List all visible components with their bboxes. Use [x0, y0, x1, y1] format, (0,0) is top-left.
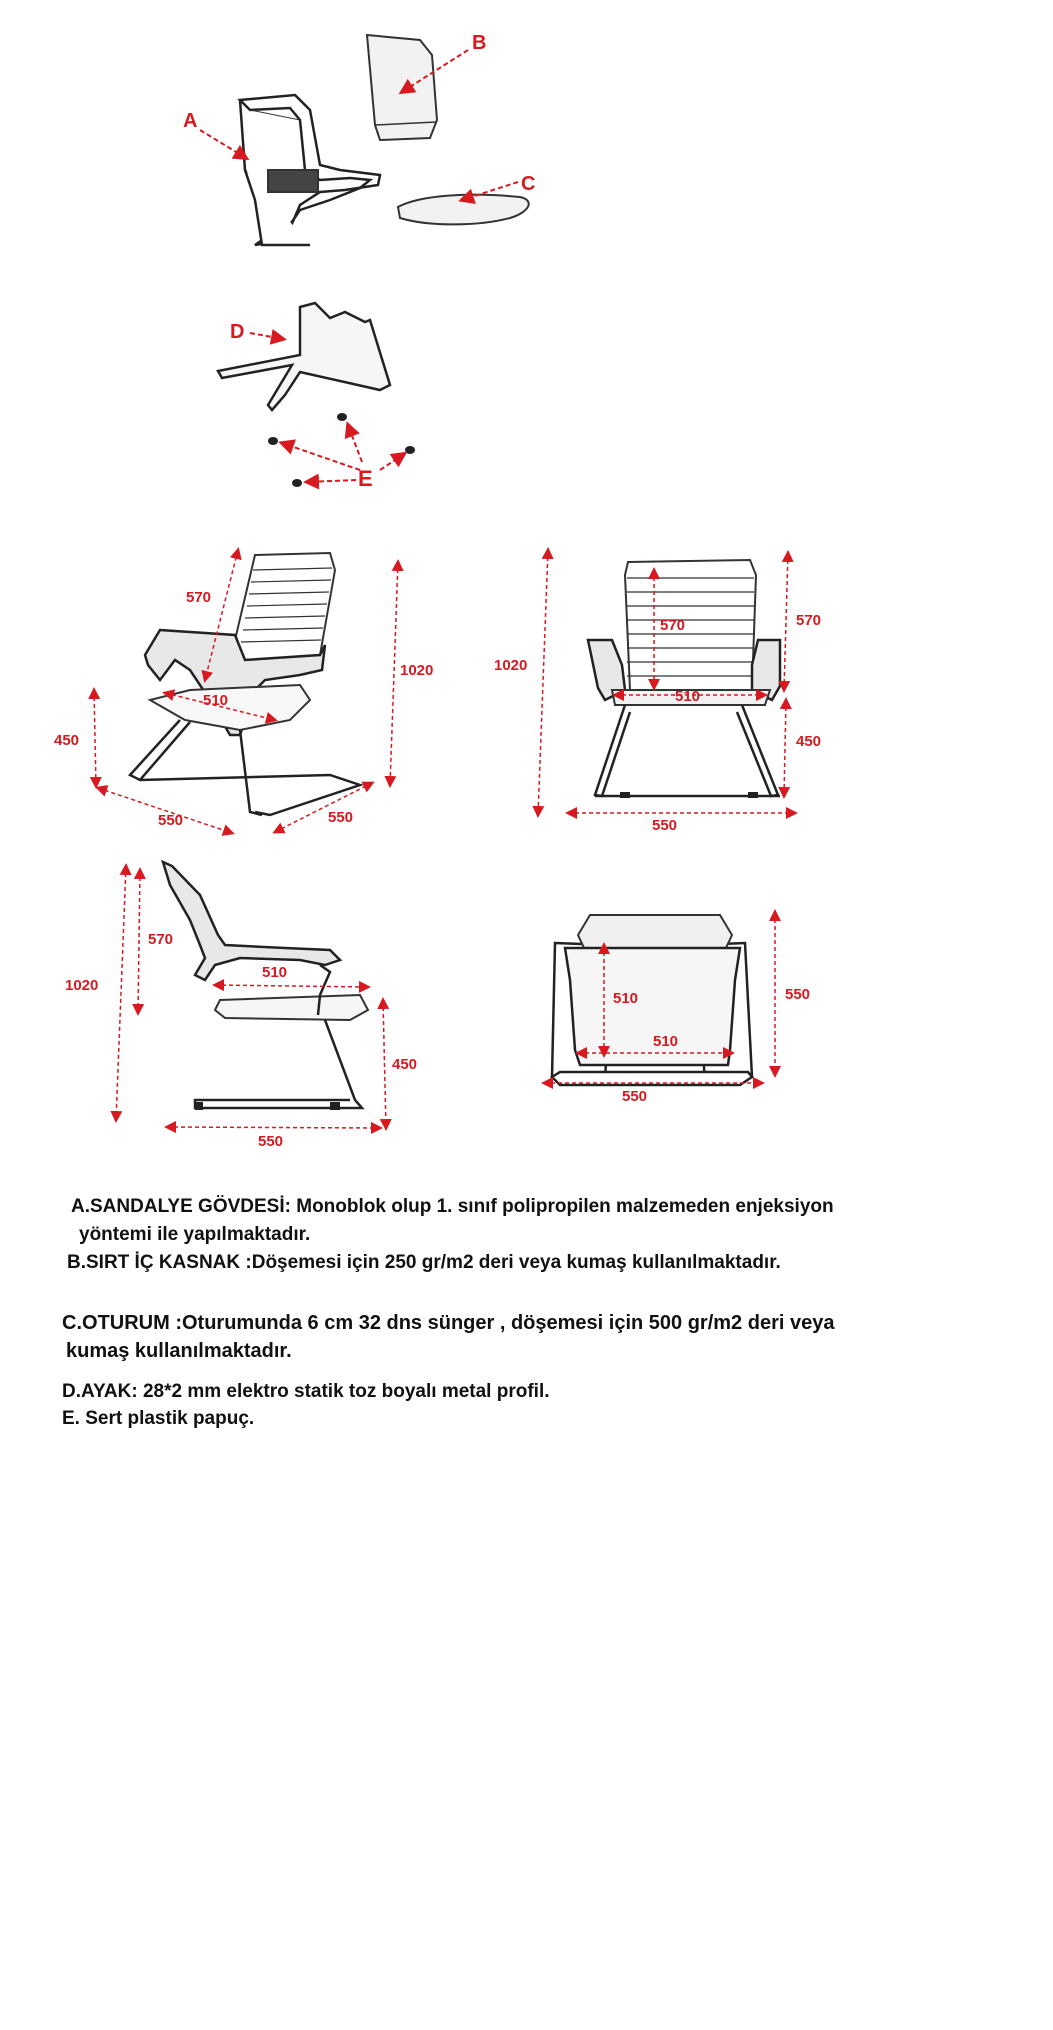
- description-d-text: 28*2 mm elektro statik toz boyalı metal profil.: [137, 1381, 550, 1402]
- description-c-cont: kumaş kullanılmaktadır.: [66, 1340, 292, 1362]
- dim-v1-depth: 550: [158, 812, 184, 829]
- description-b-title: SIRT İÇ KASNAK :: [86, 1252, 252, 1273]
- description-a: [71, 1193, 834, 1249]
- description-b: [67, 1249, 781, 1277]
- view-top: [552, 915, 752, 1085]
- description-d-key: D: [62, 1381, 76, 1402]
- dim-v4-seat-depth: 510: [613, 990, 639, 1007]
- dim-v3-total-height: 1020: [65, 977, 99, 994]
- dim-v3-depth: 550: [258, 1133, 284, 1150]
- exploded-back-frame: [367, 35, 437, 140]
- dim-v2-seat-height: 450: [796, 733, 822, 750]
- view-front: [588, 560, 780, 798]
- description-c-text: Oturumunda 6 cm 32 dns sünger , döşemesi için 500 gr/m2 deri veya: [182, 1312, 835, 1334]
- dim-v2-back-height-outer: 570: [796, 612, 822, 629]
- description-e-key: E.: [62, 1408, 80, 1429]
- dim-v3-seat-depth: 510: [262, 964, 288, 981]
- dim-v3-back-height: 570: [148, 931, 174, 948]
- description-e: [62, 1405, 254, 1433]
- dim-v4-width: 550: [622, 1088, 648, 1105]
- description-c-key: C: [62, 1312, 77, 1334]
- description-a-title: .SANDALYE GÖVDESİ:: [84, 1196, 291, 1217]
- view-perspective: [130, 553, 360, 815]
- exploded-chair-body: [240, 95, 380, 245]
- dim-v2-back-height-inner: 570: [660, 617, 686, 634]
- dim-v3-seat-height: 450: [392, 1056, 418, 1073]
- label-c: C: [521, 173, 536, 195]
- dim-v4-depth: 550: [785, 986, 811, 1003]
- label-e: E: [358, 466, 373, 491]
- dim-v2-total-height: 1020: [494, 657, 528, 674]
- description-b-text: Döşemesi için 250 gr/m2 deri veya kumaş kullanılmaktadır.: [251, 1252, 781, 1273]
- description-a-cont: yöntemi ile yapılmaktadır.: [79, 1224, 311, 1245]
- dim-v1-back-height: 570: [186, 589, 212, 606]
- description-e-text: Sert plastik papuç.: [79, 1408, 255, 1429]
- label-b: B: [472, 32, 487, 54]
- label-a: A: [183, 110, 198, 132]
- description-b-key: B.: [67, 1252, 86, 1273]
- exploded-glides: [268, 413, 415, 487]
- description-d: [62, 1378, 550, 1406]
- dim-v4-seat-width: 510: [653, 1033, 679, 1050]
- description-a-text: Monoblok olup 1. sınıf polipropilen malzemeden enjeksiyon: [290, 1196, 834, 1217]
- dim-v1-seat-height: 450: [54, 732, 80, 749]
- dim-v1-seat-depth: 510: [203, 692, 229, 709]
- description-c-title: .OTURUM :: [76, 1312, 182, 1334]
- dim-v1-total-height: 1020: [400, 662, 434, 679]
- description-d-title: .AYAK:: [75, 1381, 138, 1402]
- exploded-leg-frame: [218, 303, 390, 410]
- dim-v1-width: 550: [328, 809, 354, 826]
- dim-v2-width: 550: [652, 817, 678, 834]
- dim-v2-seat-width: 510: [675, 688, 701, 705]
- label-d: D: [230, 321, 245, 343]
- description-c: [62, 1309, 834, 1365]
- description-a-key: A: [71, 1196, 85, 1217]
